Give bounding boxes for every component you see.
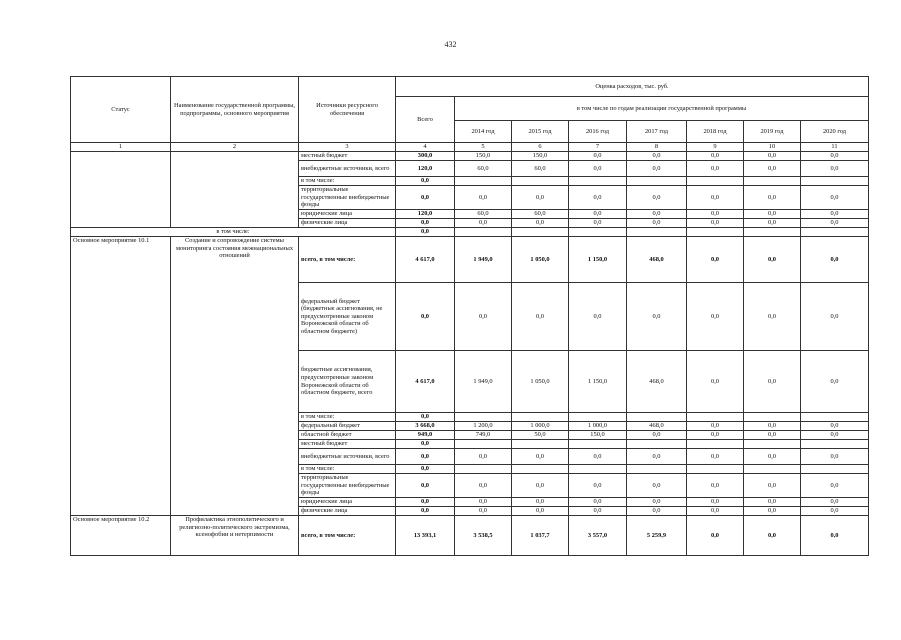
year-value-cell: 5 259,9 — [627, 516, 687, 556]
total-cell: 13 393,1 — [396, 516, 455, 556]
source-cell: федеральный бюджет — [299, 422, 396, 431]
year-value-cell: 0,0 — [455, 507, 512, 516]
total-cell: 0,0 — [396, 498, 455, 507]
year-value-cell — [801, 440, 869, 449]
header-year: 2014 год — [455, 121, 512, 143]
total-cell: 0,0 — [396, 283, 455, 351]
year-value-cell: 0,0 — [687, 449, 744, 465]
source-cell: бюджетные ассигнования, предусмотренные законом Воронежской области об областном бюджете, всего — [299, 351, 396, 413]
year-value-cell: 0,0 — [744, 422, 801, 431]
measure-name-cell — [171, 152, 299, 228]
year-value-cell: 0,0 — [455, 283, 512, 351]
year-value-cell — [455, 177, 512, 186]
year-value-cell: 0,0 — [744, 498, 801, 507]
source-cell: в том числе: — [299, 413, 396, 422]
source-cell: территориальные государственные внебюджетные фонды — [299, 474, 396, 498]
year-value-cell: 0,0 — [744, 219, 801, 228]
year-value-cell: 0,0 — [801, 516, 869, 556]
table-row — [71, 516, 869, 556]
year-value-cell: 0,0 — [801, 186, 869, 210]
source-cell: внебюджетные источники, всего — [299, 161, 396, 177]
year-value-cell: 0,0 — [627, 152, 687, 161]
year-value-cell: 0,0 — [687, 152, 744, 161]
year-value-cell: 1 000,0 — [569, 422, 627, 431]
measure-name-cell: Профилактика этнополитического и религиозно-политического экстремизма, ксенофобии и нетерпимости — [171, 516, 299, 556]
year-value-cell: 0,0 — [687, 237, 744, 283]
year-value-cell: 0,0 — [801, 449, 869, 465]
column-number: 10 — [744, 143, 801, 152]
year-value-cell: 0,0 — [744, 283, 801, 351]
total-cell: 0,0 — [396, 228, 455, 237]
year-value-cell: 0,0 — [744, 161, 801, 177]
year-value-cell: 0,0 — [801, 161, 869, 177]
year-value-cell — [744, 413, 801, 422]
year-value-cell: 0,0 — [455, 219, 512, 228]
year-value-cell: 0,0 — [627, 186, 687, 210]
year-value-cell: 468,0 — [627, 351, 687, 413]
column-number: 1 — [71, 143, 171, 152]
year-value-cell: 468,0 — [627, 237, 687, 283]
year-value-cell: 0,0 — [687, 507, 744, 516]
source-cell: в том числе: — [299, 465, 396, 474]
total-cell: 0,0 — [396, 465, 455, 474]
column-number: 3 — [299, 143, 396, 152]
year-value-cell: 0,0 — [744, 210, 801, 219]
header-year: 2016 год — [569, 121, 627, 143]
year-value-cell — [627, 177, 687, 186]
year-value-cell — [512, 465, 569, 474]
column-number: 4 — [396, 143, 455, 152]
year-value-cell: 0,0 — [744, 507, 801, 516]
year-value-cell: 0,0 — [569, 161, 627, 177]
year-value-cell: 150,0 — [512, 152, 569, 161]
year-value-cell: 749,0 — [455, 431, 512, 440]
source-cell: всего, в том числе: — [299, 237, 396, 283]
year-value-cell: 0,0 — [569, 474, 627, 498]
year-value-cell — [455, 465, 512, 474]
year-value-cell: 0,0 — [627, 507, 687, 516]
year-value-cell: 0,0 — [801, 498, 869, 507]
year-value-cell: 0,0 — [744, 431, 801, 440]
year-value-cell: 0,0 — [744, 351, 801, 413]
year-value-cell: 0,0 — [512, 498, 569, 507]
total-cell: 0,0 — [396, 474, 455, 498]
year-value-cell: 1 050,0 — [512, 237, 569, 283]
status-cell: Основное мероприятие 10.1 — [71, 237, 171, 516]
year-value-cell: 1 000,0 — [512, 422, 569, 431]
year-value-cell: 0,0 — [801, 431, 869, 440]
year-value-cell — [687, 228, 744, 237]
year-value-cell: 0,0 — [455, 474, 512, 498]
year-value-cell: 0,0 — [744, 449, 801, 465]
source-cell: физические лица — [299, 507, 396, 516]
year-value-cell: 60,0 — [455, 210, 512, 219]
year-value-cell: 0,0 — [687, 422, 744, 431]
year-value-cell: 0,0 — [801, 351, 869, 413]
source-cell: федеральный бюджет (бюджетные ассигнования, не предусмотренные законом Воронежской области об областном бюджете) — [299, 283, 396, 351]
column-number: 8 — [627, 143, 687, 152]
total-cell: 0,0 — [396, 449, 455, 465]
year-value-cell: 0,0 — [801, 474, 869, 498]
total-cell: 0,0 — [396, 413, 455, 422]
source-cell: территориальные государственные внебюджетные фонды — [299, 186, 396, 210]
source-cell: всего, в том числе: — [299, 516, 396, 556]
year-value-cell: 0,0 — [569, 186, 627, 210]
year-value-cell: 0,0 — [687, 431, 744, 440]
year-value-cell — [627, 413, 687, 422]
year-value-cell: 1 949,0 — [455, 351, 512, 413]
total-cell: 3 668,0 — [396, 422, 455, 431]
source-cell: в том числе: — [299, 177, 396, 186]
status-cell — [71, 152, 171, 228]
column-number: 9 — [687, 143, 744, 152]
header-year: 2020 год — [801, 121, 869, 143]
header-by-years: в том числе по годам реализации государственной программы — [455, 97, 869, 121]
year-value-cell: 0,0 — [744, 152, 801, 161]
year-value-cell: 0,0 — [455, 186, 512, 210]
year-value-cell — [627, 465, 687, 474]
year-value-cell: 0,0 — [512, 474, 569, 498]
year-value-cell — [569, 228, 627, 237]
total-cell: 120,0 — [396, 210, 455, 219]
year-value-cell: 0,0 — [455, 449, 512, 465]
year-value-cell: 0,0 — [801, 152, 869, 161]
year-value-cell — [512, 413, 569, 422]
year-value-cell — [512, 440, 569, 449]
year-value-cell: 0,0 — [627, 431, 687, 440]
header-estimate: Оценка расходов, тыс. руб. — [396, 77, 869, 97]
year-value-cell — [801, 228, 869, 237]
column-number: 6 — [512, 143, 569, 152]
year-value-cell — [512, 228, 569, 237]
year-value-cell: 1 949,0 — [455, 237, 512, 283]
status-cell: Основное мероприятие 10.2 — [71, 516, 171, 556]
year-value-cell: 1 150,0 — [569, 351, 627, 413]
header-status: Статус — [71, 77, 171, 143]
year-value-cell: 0,0 — [801, 219, 869, 228]
year-value-cell: 150,0 — [455, 152, 512, 161]
year-value-cell: 0,0 — [569, 210, 627, 219]
year-value-cell — [744, 440, 801, 449]
year-value-cell — [744, 228, 801, 237]
year-value-cell — [569, 177, 627, 186]
status-incl-cell: в том числе: — [71, 228, 396, 237]
year-value-cell: 0,0 — [512, 186, 569, 210]
header-name: Наименование государственной программы, подпрограммы, основного мероприятия — [171, 77, 299, 143]
year-value-cell — [687, 413, 744, 422]
year-value-cell: 0,0 — [744, 516, 801, 556]
year-value-cell — [801, 413, 869, 422]
year-value-cell — [627, 228, 687, 237]
year-value-cell: 0,0 — [801, 210, 869, 219]
table-row — [71, 237, 869, 283]
column-number: 11 — [801, 143, 869, 152]
header-year: 2018 год — [687, 121, 744, 143]
year-value-cell: 60,0 — [455, 161, 512, 177]
year-value-cell: 0,0 — [627, 210, 687, 219]
year-value-cell: 0,0 — [569, 498, 627, 507]
year-value-cell: 3 557,0 — [569, 516, 627, 556]
year-value-cell — [687, 440, 744, 449]
year-value-cell — [687, 177, 744, 186]
year-value-cell — [455, 228, 512, 237]
source-cell: юридические лица — [299, 498, 396, 507]
total-cell: 120,0 — [396, 161, 455, 177]
total-cell: 0,0 — [396, 440, 455, 449]
year-value-cell: 0,0 — [512, 219, 569, 228]
header-total: Всего — [396, 97, 455, 143]
expense-estimate-table — [70, 76, 869, 556]
year-value-cell: 0,0 — [744, 237, 801, 283]
year-value-cell: 0,0 — [569, 449, 627, 465]
year-value-cell: 60,0 — [512, 210, 569, 219]
year-value-cell: 0,0 — [512, 449, 569, 465]
column-number: 7 — [569, 143, 627, 152]
source-cell: местный бюджет — [299, 440, 396, 449]
year-value-cell — [627, 440, 687, 449]
total-cell: 0,0 — [396, 177, 455, 186]
total-cell: 4 617,0 — [396, 351, 455, 413]
year-value-cell: 0,0 — [687, 210, 744, 219]
year-value-cell: 1 150,0 — [569, 237, 627, 283]
year-value-cell: 0,0 — [569, 507, 627, 516]
source-cell: внебюджетные источники, всего — [299, 449, 396, 465]
year-value-cell: 150,0 — [569, 431, 627, 440]
year-value-cell: 0,0 — [801, 507, 869, 516]
source-cell: юридические лица — [299, 210, 396, 219]
column-number: 5 — [455, 143, 512, 152]
total-cell: 0,0 — [396, 507, 455, 516]
year-value-cell — [455, 413, 512, 422]
year-value-cell: 0,0 — [569, 283, 627, 351]
table-row — [71, 152, 869, 161]
year-value-cell: 0,0 — [627, 474, 687, 498]
year-value-cell: 0,0 — [801, 422, 869, 431]
year-value-cell: 0,0 — [569, 219, 627, 228]
year-value-cell: 0,0 — [687, 516, 744, 556]
header-year: 2019 год — [744, 121, 801, 143]
year-value-cell: 1 050,0 — [512, 351, 569, 413]
year-value-cell: 0,0 — [801, 237, 869, 283]
measure-name-cell: Создание и сопровождение системы мониторинга состояния межнациональных отношений — [171, 237, 299, 516]
year-value-cell: 0,0 — [627, 283, 687, 351]
year-value-cell: 0,0 — [687, 219, 744, 228]
year-value-cell: 0,0 — [744, 474, 801, 498]
year-value-cell: 0,0 — [627, 161, 687, 177]
year-value-cell: 1 037,7 — [512, 516, 569, 556]
year-value-cell — [569, 465, 627, 474]
year-value-cell — [744, 177, 801, 186]
year-value-cell: 0,0 — [687, 474, 744, 498]
year-value-cell: 0,0 — [687, 161, 744, 177]
header-source: Источники ресурсного обеспечения — [299, 77, 396, 143]
year-value-cell: 0,0 — [627, 219, 687, 228]
year-value-cell: 0,0 — [801, 283, 869, 351]
year-value-cell: 0,0 — [687, 186, 744, 210]
year-value-cell — [512, 177, 569, 186]
year-value-cell: 0,0 — [744, 186, 801, 210]
year-value-cell — [569, 440, 627, 449]
table-row — [71, 228, 869, 237]
source-cell: областной бюджет — [299, 431, 396, 440]
year-value-cell: 0,0 — [687, 351, 744, 413]
year-value-cell: 60,0 — [512, 161, 569, 177]
header-year: 2017 год — [627, 121, 687, 143]
year-value-cell: 0,0 — [512, 283, 569, 351]
year-value-cell: 0,0 — [569, 152, 627, 161]
year-value-cell: 0,0 — [627, 498, 687, 507]
year-value-cell: 468,0 — [627, 422, 687, 431]
source-cell: местный бюджет — [299, 152, 396, 161]
total-cell: 0,0 — [396, 219, 455, 228]
year-value-cell: 0,0 — [687, 498, 744, 507]
year-value-cell: 0,0 — [687, 283, 744, 351]
total-cell: 0,0 — [396, 186, 455, 210]
year-value-cell: 0,0 — [627, 449, 687, 465]
year-value-cell — [455, 440, 512, 449]
year-value-cell: 1 200,0 — [455, 422, 512, 431]
year-value-cell: 50,0 — [512, 431, 569, 440]
year-value-cell — [569, 413, 627, 422]
year-value-cell — [744, 465, 801, 474]
source-cell: физические лица — [299, 219, 396, 228]
year-value-cell — [801, 177, 869, 186]
page-number: 432 — [444, 40, 457, 49]
year-value-cell — [687, 465, 744, 474]
total-cell: 300,0 — [396, 152, 455, 161]
year-value-cell: 0,0 — [512, 507, 569, 516]
column-number: 2 — [171, 143, 299, 152]
year-value-cell — [801, 465, 869, 474]
year-value-cell: 0,0 — [455, 498, 512, 507]
total-cell: 4 617,0 — [396, 237, 455, 283]
year-value-cell: 3 538,5 — [455, 516, 512, 556]
total-cell: 949,0 — [396, 431, 455, 440]
header-year: 2015 год — [512, 121, 569, 143]
